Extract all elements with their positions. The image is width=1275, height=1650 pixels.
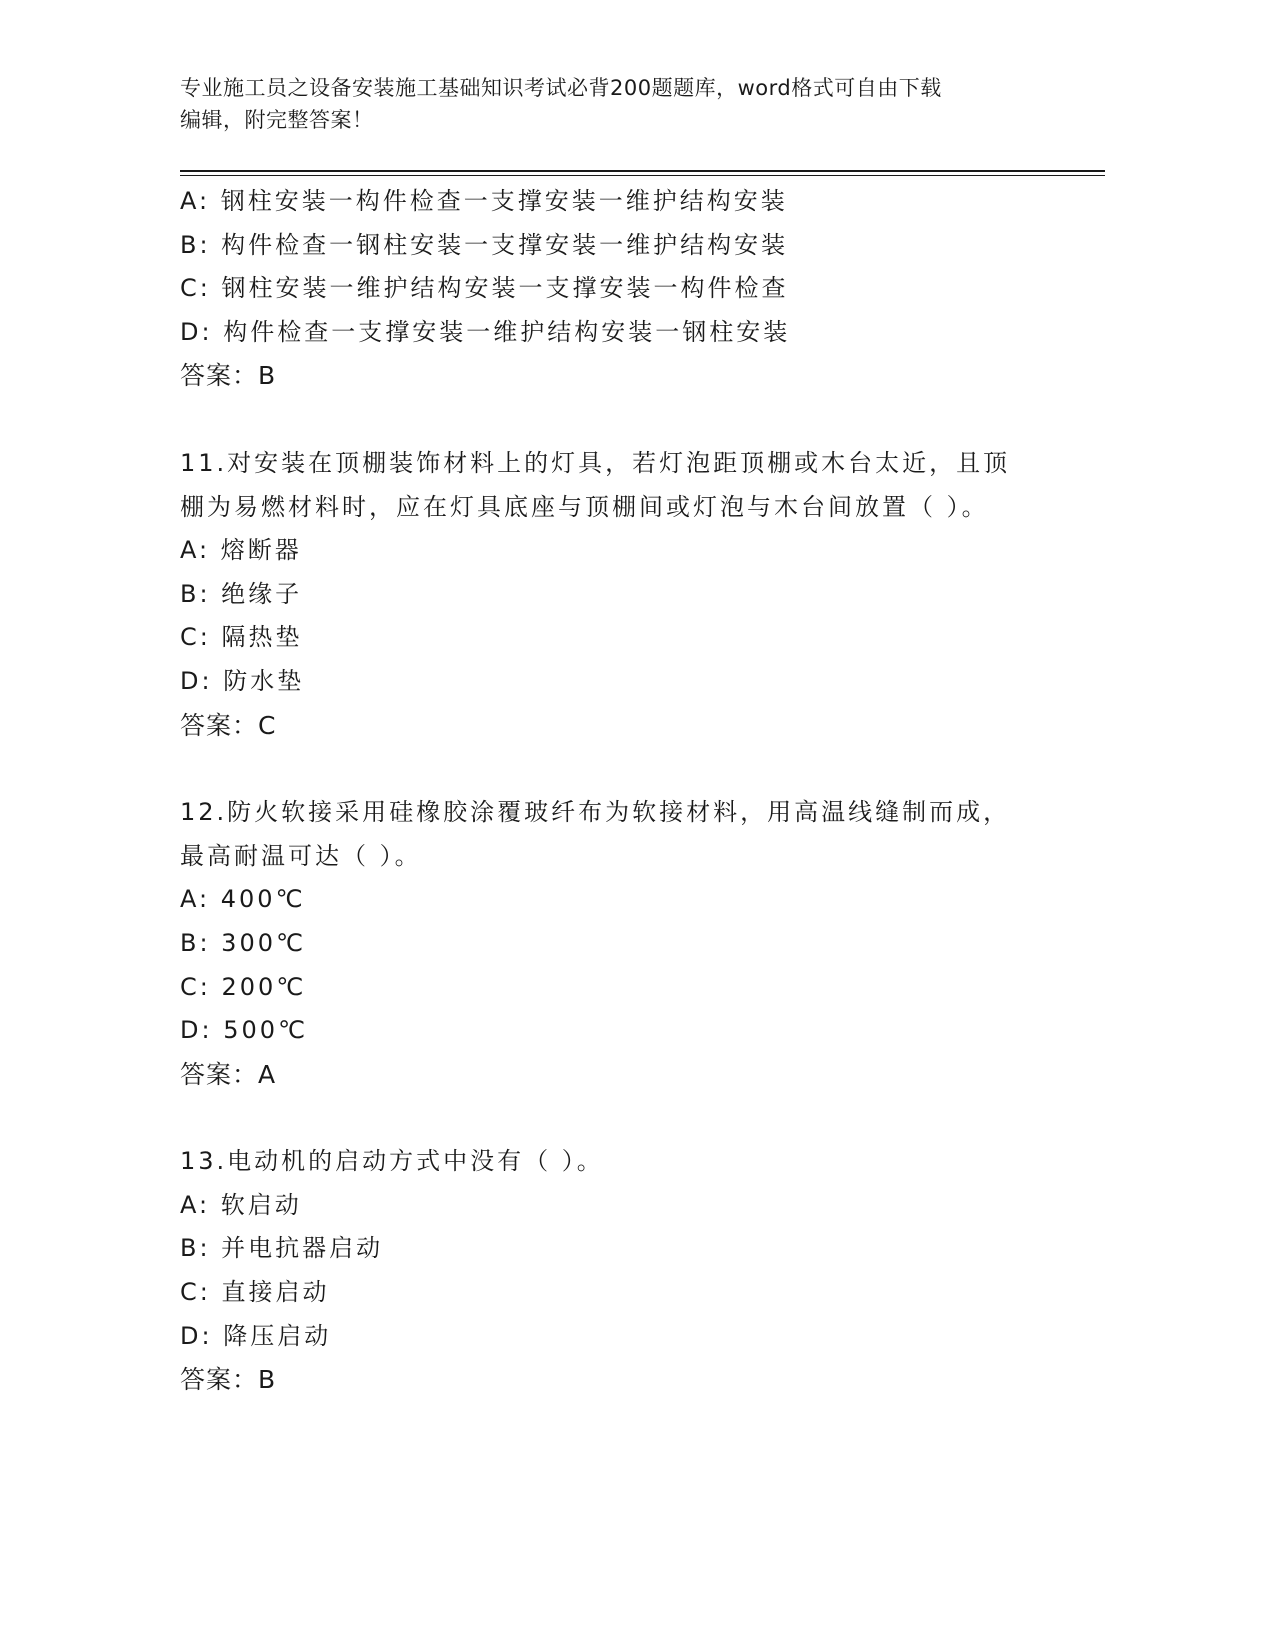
question-stem-line-2: 最高耐温可达（ ）。 (180, 841, 422, 870)
question-stem-line-1: 11.对安装在顶棚装饰材料上的灯具，若灯泡距顶棚或木台太近，且顶 (180, 448, 1011, 477)
header-title-line-2: 编辑，附完整答案！ (180, 108, 374, 132)
answer-line: 答案：C (180, 710, 277, 740)
header-divider-thin (180, 175, 1105, 176)
option-b: B: 绝缘子 (180, 579, 303, 608)
answer-line: 答案：B (180, 1365, 277, 1395)
option-a: A: 熔断器 (180, 536, 302, 565)
spacer (180, 1096, 1080, 1140)
question-list (180, 180, 1080, 1402)
option-d: D: 构件检查一支撑安装一维护结构安装一钢柱安装 (180, 317, 791, 346)
answer-line: 答案：A (180, 1059, 277, 1089)
option-a: A: 钢柱安装一构件检查一支撑安装一维护结构安装 (180, 187, 788, 215)
option-c: C: 200℃ (180, 972, 307, 1001)
option-d: D: 防水垫 (180, 666, 305, 695)
question-stem-line-1: 12.防火软接采用硅橡胶涂覆玻纤布为软接材料，用高温线缝制而成， (180, 798, 1011, 827)
option-c: C: 钢柱安装一维护结构安装一支撑安装一构件检查 (180, 274, 789, 303)
question-stem-line-2: 棚为易燃材料时，应在灯具底座与顶棚间或灯泡与木台间放置（ ）。 (180, 492, 989, 521)
header-title-line-1: 专业施工员之设备安装施工基础知识考试必背200题题库，word格式可自由下载 (180, 76, 942, 100)
option-a: A: 400℃ (180, 885, 306, 914)
answer-line: 答案：B (180, 361, 277, 391)
option-d: D: 降压启动 (180, 1321, 332, 1350)
option-c: C: 直接启动 (180, 1278, 330, 1307)
question-stem-line-1: 13.电动机的启动方式中没有（ ）。 (180, 1147, 604, 1176)
question-11 (180, 442, 1080, 747)
option-b: B: 300℃ (180, 928, 306, 957)
header-divider-thick (180, 170, 1105, 172)
spacer (180, 747, 1080, 791)
question-10 (180, 180, 1080, 398)
question-13 (180, 1140, 1080, 1402)
option-a: A: 软启动 (180, 1190, 302, 1219)
question-12 (180, 791, 1080, 1096)
document-header (180, 72, 1080, 136)
option-b: B: 并电抗器启动 (180, 1234, 384, 1263)
option-b: B: 构件检查一钢柱安装一支撑安装一维护结构安装 (180, 230, 789, 259)
option-d: D: 500℃ (180, 1016, 308, 1045)
option-c: C: 隔热垫 (180, 623, 303, 652)
spacer (180, 398, 1080, 442)
